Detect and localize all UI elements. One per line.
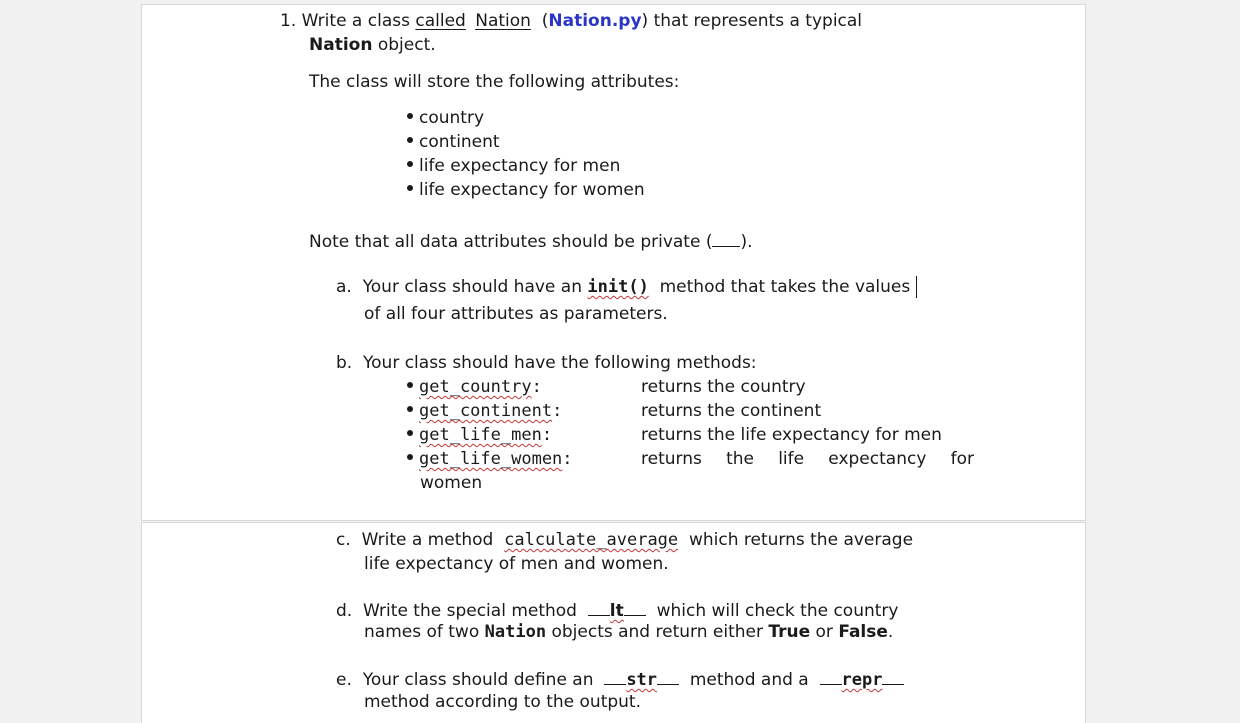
- item-d-line-2: names of two Nation objects and return either True or False.: [364, 622, 894, 642]
- bullet-icon: [407, 430, 413, 436]
- attribute-item: country: [407, 107, 484, 129]
- item-c-line-2: life expectancy of men and women.: [364, 554, 669, 574]
- bullet-icon: [407, 185, 413, 191]
- method-desc: returns the life expectancy for men: [641, 425, 942, 445]
- item-b-line-1: b. Your class should have the following methods:: [336, 353, 757, 373]
- item-d-line-1: d. Write the special method lt which will check the country: [336, 598, 898, 622]
- underscore-blank: [604, 667, 626, 685]
- attribute-item: continent: [407, 131, 500, 153]
- document-page-1: [142, 5, 1085, 520]
- item-e-line-1: e. Your class should define an str method and a repr: [336, 667, 904, 691]
- init-method: init(): [587, 277, 649, 297]
- bullet-icon: [407, 382, 413, 388]
- method-item: get_continent:: [407, 400, 562, 422]
- item-e-line-2: method according to the output.: [364, 692, 641, 712]
- underscore-blank: [820, 667, 842, 685]
- attributes-intro: The class will store the following attributes:: [309, 72, 680, 92]
- attribute-item: life expectancy for men: [407, 155, 620, 177]
- lt-method: lt: [609, 601, 624, 621]
- item-a-line-1: a. Your class should have an init() method that takes the values: [336, 276, 917, 298]
- document-page-2: [142, 523, 1085, 723]
- filename: Nation.py: [548, 11, 642, 31]
- bullet-icon: [407, 161, 413, 167]
- item-a-line-2: of all four attributes as parameters.: [364, 304, 668, 324]
- method-desc: returns the life expectancy for: [641, 449, 974, 469]
- bullet-icon: [407, 454, 413, 460]
- question-1-line-1: 1. Write a class called Nation (Nation.py) that represents a typical: [280, 11, 863, 31]
- calculate-average-method: calculate_average: [504, 530, 679, 550]
- method-desc-continued: women: [420, 473, 483, 493]
- bullet-icon: [407, 406, 413, 412]
- method-item: get_life_men:: [407, 424, 552, 446]
- nation-class-name: Nation: [484, 622, 547, 642]
- repr-method: repr: [841, 670, 883, 690]
- method-item: get_country:: [407, 376, 542, 398]
- question-1-line-2: Nation object.: [309, 35, 436, 55]
- underscore-blank: [624, 598, 646, 616]
- bullet-icon: [407, 137, 413, 143]
- attribute-item: life expectancy for women: [407, 179, 645, 201]
- underscore-blank: [657, 667, 679, 685]
- method-desc: returns the continent: [641, 401, 822, 421]
- item-c-line-1: c. Write a method calculate_average which returns the average: [336, 530, 914, 550]
- method-desc: returns the country: [641, 377, 806, 397]
- method-item: get_life_women:: [407, 448, 573, 470]
- str-method: str: [626, 670, 658, 690]
- underscore-blank: [588, 598, 610, 616]
- underscore-blank: [712, 229, 740, 247]
- called-word: called: [415, 11, 466, 31]
- private-note: Note that all data attributes should be private ( ).: [309, 229, 753, 253]
- text-cursor: [916, 276, 917, 298]
- nation-class-name: Nation: [475, 11, 531, 31]
- underscore-blank: [882, 667, 904, 685]
- bullet-icon: [407, 113, 413, 119]
